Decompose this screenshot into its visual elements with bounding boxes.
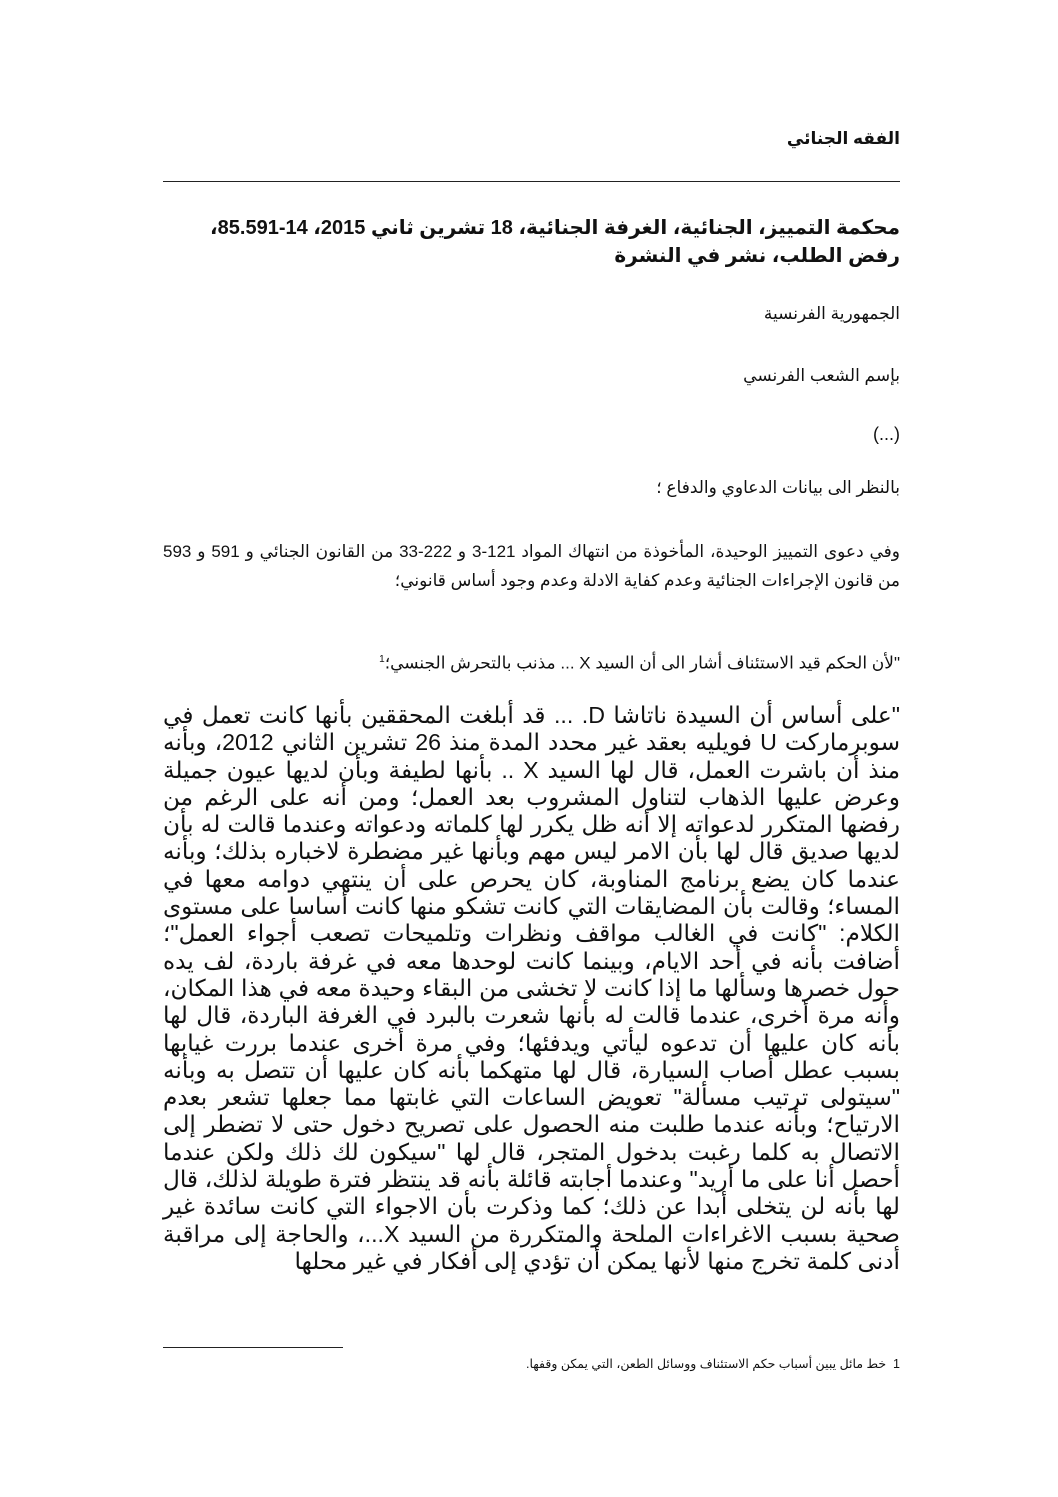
- footnote-text: خط مائل يبين أسباب حكم الاستئناف ووسائل الطعن، التي يمكن وقفها.: [525, 1357, 887, 1371]
- quoted-judgment-text: "لأن الحكم قيد الاستئناف أشار الى أن السيد X ... مذنب بالتحرش الجنسي؛: [384, 653, 900, 673]
- footnote: [163, 1354, 900, 1374]
- in-the-name-line: بإسم الشعب الفرنسي: [743, 366, 900, 385]
- footnote-reference: 1: [379, 654, 385, 665]
- header-divider: [163, 181, 900, 182]
- case-title: محكمة التمييز، الجنائية، الغرفة الجنائية، 18 تشرين ثاني 2015، 14-85.591، رفض الطلب، نشر في النشرة: [210, 217, 900, 267]
- footnote-divider: [163, 1347, 343, 1348]
- omission-marker: (...): [873, 424, 900, 444]
- republic-line: الجمهورية الفرنسية: [763, 304, 900, 323]
- running-header: الفقه الجنائي: [786, 129, 900, 148]
- quoted-judgment-intro: [163, 648, 900, 676]
- quoted-judgment-body: "على أساس أن السيدة ناتاشا D. ... قد أبلغت المحققين بأنها كانت تعمل في سوبرماركت U فويليه بعقد غير محدد المدة منذ 26 تشرين الثاني 2012، وبأنه منذ أن باشرت العمل، قال لها السيد X .. بأنها لطيفة وبأن لديها عيون جميلة وعرض عليها الذهاب لتناول المشروب بعد العمل؛ ومن أنه على الرغم من رفضها المتكرر لدعواته إلا أنه ظل يكرر لها كلماته ودعواته وعندما قالت له بأن لديها صديق قال لها بأن الامر ليس مهم وبأنها غير مضطرة لاخباره بذلك؛ وبأنه عندما كان يضع برنامج المناوبة، كان يحرص على أن ينتهي دوامه معها في المساء؛ وقالت بأن المضايقات التي كانت تشكو منها كانت أساسا على مستوى الكلام: "كانت في الغالب مواقف ونظرات وتلميحات تصعب أجواء العمل"؛ أضافت بأنه في أحد الايام، وبينما كانت لوحدها معه في غرفة باردة، لف يده حول خصرها وسألها ما إذا كانت لا تخشى من البقاء وحيدة معه في هذا المكان، وأنه مرة أخرى، عندما قالت له بأنها شعرت بالبرد في الغرفة الباردة، قال لها بأنه كان عليها أن تدعوه ليأتي ويدفئها؛ وفي مرة أخرى عندما بررت غيابها بسبب عطل أصاب السيارة، قال لها متهكما بأنه كان عليها أن تتصل به وبأنه "سيتولى ترتيب مسألة" تعويض الساعات التي غابتها مما جعلها تشعر بعدم الارتياح؛ وبأنه عندما طلبت منه الحصول على تصريح دخول حتى لا تضطر إلى الاتصال به كلما رغبت بدخول المتجر، قال لها "سيكون لك ذلك ولكن عندما أحصل أنا على ما أريد" وعندما أجابته قائلة بأنه قد ينتظر فترة طويلة لذلك، قال لها بأنه لن يتخلى أبدا عن ذلك؛ كما وذكرت بأن الاجواء التي كانت سائدة غير صحية بسبب الاغراءات الملحة والمتكررة من السيد X...، والحاجة إلى مراقبة أدنى كلمة تخرج منها لأنها يمكن أن تؤدي إلى أفكار في غير محلها: [163, 702, 900, 1274]
- ground-of-appeal-paragraph: وفي دعوى التمييز الوحيدة، المأخوذة من انتهاك المواد 121-3 و 222-33 من القانون الجنائي و 591 و 593 من قانون الإجراءات الجنائية وعدم كفاية الادلة وعدم وجود أساس قانوني؛: [163, 542, 901, 590]
- considering-paragraph: بالنظر الى بيانات الدعاوي والدفاع ؛: [656, 478, 900, 497]
- footnote-number: 1: [893, 1357, 900, 1371]
